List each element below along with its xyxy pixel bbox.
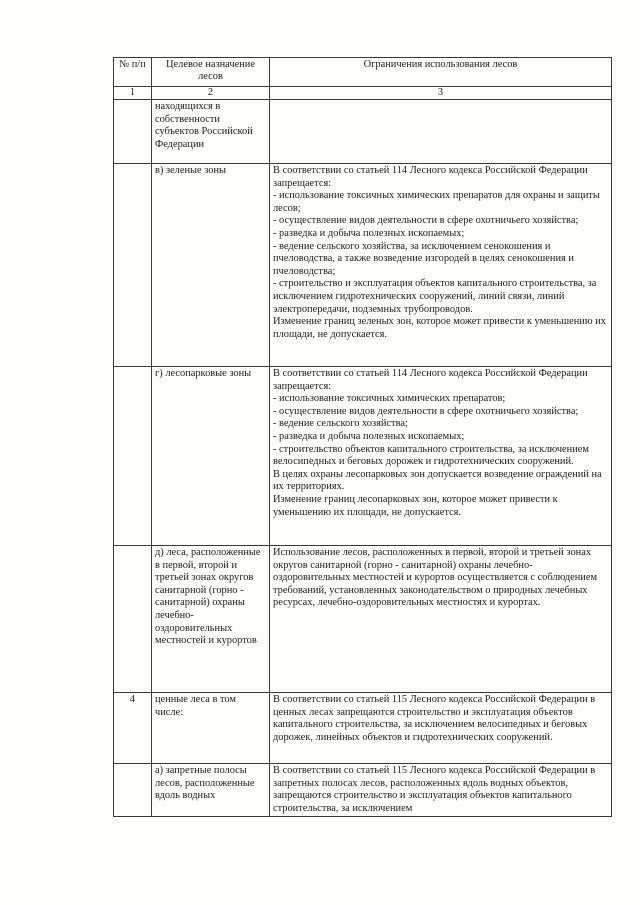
header-number: № п/п: [114, 58, 152, 87]
restrictions-text: Использование лесов, расположенных в первой, второй и третьей зонах округов санитарной (горно - санитарной) охраны лечебно-оздоровительных местностей и курортов осуществляется с соблюдением требований, установленных законодательством о природных лечебных ресурсах, лечебно-оздоровительных местностях и курортах.: [273, 547, 598, 609]
table-row: [114, 693, 612, 764]
row-purpose: [152, 100, 270, 164]
row-purpose: [152, 367, 270, 546]
purpose-text: находящихся в собственности субъектов Российской Федерации: [155, 101, 253, 150]
row-restrictions: [270, 546, 612, 693]
row-number: [114, 764, 152, 817]
purpose-text: д) леса, расположенные в первой, второй и третьей зонах округов санитарной (горно - санитарной) охраны лечебно-оздоровительных местностей и курортов: [155, 547, 261, 647]
table-row: [114, 164, 612, 367]
row-number: [114, 367, 152, 546]
restrictions-text: В соответствии со статьей 115 Лесного кодекса Российской Федерации в ценных лесах запрещаются строительство и эксплуатация объектов капитального строительства, за исключением велосипедных и беговых дорожек, линейных объектов и гидротехнических сооружений.: [273, 694, 596, 743]
purpose-text: в) зеленые зоны: [155, 165, 227, 176]
row-restrictions: [270, 164, 612, 367]
restrictions-text: В соответствии со статьей 115 Лесного кодекса Российской Федерации в запретных полосах лесов, расположенных вдоль водных объектов, запрещаются строительство и эксплуатация объектов капитального строительства, за исключением: [273, 765, 596, 814]
row-restrictions: [270, 367, 612, 546]
row-number: [114, 100, 152, 164]
row-number: [114, 546, 152, 693]
row-number: 4: [114, 693, 152, 764]
column-number: 2: [152, 87, 270, 100]
forest-restrictions-table: [113, 57, 612, 817]
table-row: [114, 764, 612, 817]
purpose-text: а) запретные полосы лесов, расположенные вдоль водных: [155, 765, 255, 802]
row-number: [114, 164, 152, 367]
row-purpose: [152, 764, 270, 817]
column-number: 3: [270, 87, 612, 100]
header-restrictions: Ограничения использования лесов: [270, 58, 612, 87]
restrictions-text: В соответствии со статьей 114 Лесного кодекса Российской Федерации запрещается: - использование токсичных химических препаратов для охраны и защиты лесов; - осуществление видов деятельности в сфере охотничьего хозяйства; - разведка и добыча полезных ископаемых; - ведение сельского хозяйства, за исключением сенокошения и пчеловодства, а также возведение изгородей в целях сенокошения и пчеловодства; - строительство и эксплуатация объектов капитального строительства, за исключением гидротехнических сооружений, линий связи, линий электропередачи, подземных трубопроводов. Изменение границ зеленых зон, которое может привести к уменьшению их площади, не допускается.: [273, 165, 606, 340]
row-restrictions: [270, 693, 612, 764]
row-restrictions: [270, 764, 612, 817]
table-row: [114, 546, 612, 693]
table-row: [114, 367, 612, 546]
row-purpose: [152, 546, 270, 693]
table-row: [114, 100, 612, 164]
row-purpose: [152, 164, 270, 367]
purpose-text: ценные леса в том числе:: [155, 694, 236, 718]
row-restrictions: [270, 100, 612, 164]
column-number: 1: [114, 87, 152, 100]
restrictions-text: В соответствии со статьей 114 Лесного кодекса Российской Федерации запрещается: - использование токсичных химических препаратов; - осуществление видов деятельности в сфере охотничьего хозяйства; - ведение сельского хозяйства; - разведка и добыча полезных ископаемых; - строительство объектов капитального строительства, за исключением велосипедных и беговых дорожек и гидротехнических сооружений. В целях охраны лесопарковых зон допускается возведение ограждений на их территориях. Изменение границ лесопарковых зон, которое может привести к уменьшению их площади, не допускается.: [273, 368, 602, 518]
header-purpose: Целевое назначение лесов: [152, 58, 270, 87]
row-purpose: [152, 693, 270, 764]
column-numbers-row: [114, 87, 612, 100]
purpose-text: г) лесопарковые зоны: [155, 368, 252, 379]
table-header-row: [114, 58, 612, 87]
